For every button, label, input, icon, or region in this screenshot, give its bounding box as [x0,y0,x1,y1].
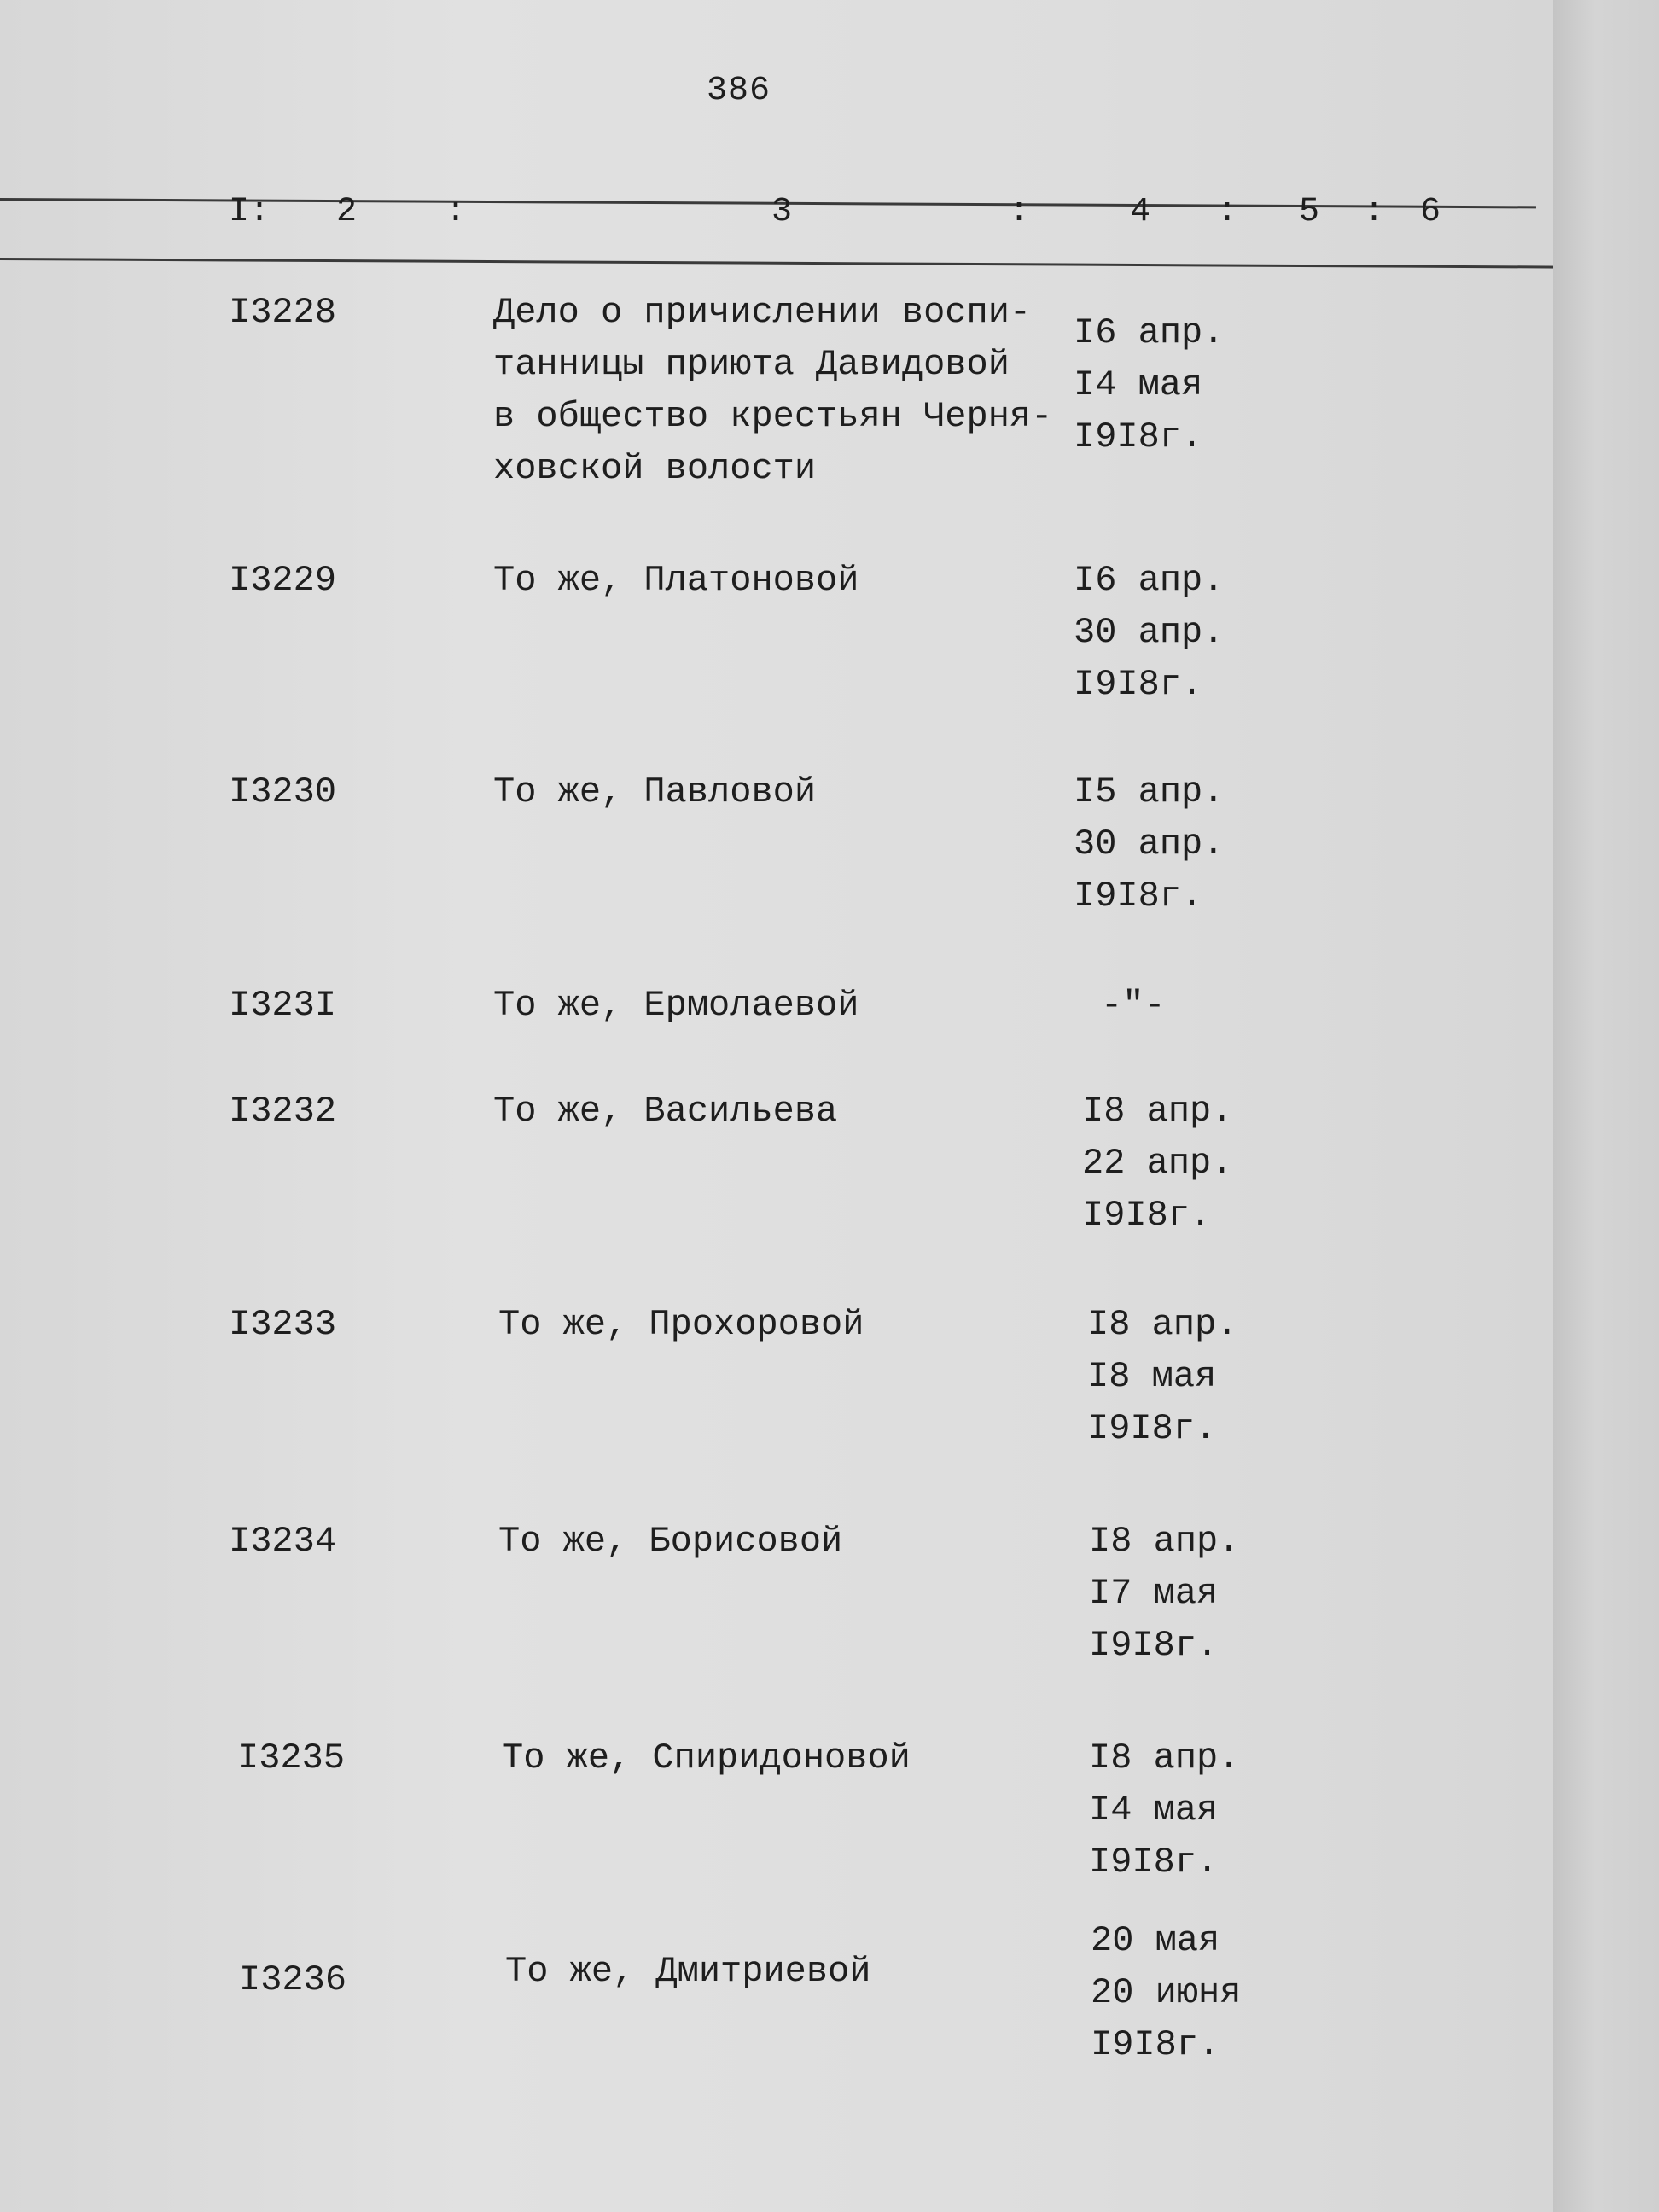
case-title [493,980,859,1032]
case-dates [1087,1299,1237,1455]
title-line: То же, Прохоровой [498,1304,864,1345]
date-line: I4 мая [1074,364,1203,405]
case-dates [1089,1732,1239,1889]
title-line: То же, Павловой [493,771,817,812]
date-line: I6 апр. [1074,312,1225,353]
case-number: I3235 [237,1738,346,1778]
page-edge [1553,0,1659,2212]
title-line: То же, Борисовой [498,1521,843,1562]
case-number: I3232 [229,1091,337,1132]
case-number: I3234 [229,1521,337,1562]
date-line: I9I8г. [1074,876,1203,917]
case-title [493,1086,837,1138]
title-line: ховской волости [493,448,817,489]
case-dates [1091,1915,1241,2071]
case-number: I323I [229,985,337,1026]
date-line: I8 апр. [1082,1091,1233,1132]
date-line: I9I8г. [1089,1842,1219,1883]
date-line: 22 апр. [1082,1143,1233,1184]
date-line: 20 мая [1091,1920,1220,1961]
date-line: -"- [1101,985,1166,1026]
title-line: Дело о причислении воспи- [493,292,1032,333]
date-line: I6 апр. [1074,560,1225,601]
title-line: То же, Ермолаевой [493,985,859,1026]
title-line: танницы приюта Давидовой [493,344,1010,385]
date-line: I8 апр. [1087,1304,1238,1345]
case-number: I3233 [229,1304,337,1345]
case-title [493,287,1052,495]
date-line: I8 апр. [1089,1521,1240,1562]
title-line: То же, Платоновой [493,560,859,601]
date-line: I9I8г. [1074,416,1203,457]
header-separator: : [445,193,467,231]
date-line: I8 мая [1087,1356,1217,1397]
header-separator: : [1217,193,1238,231]
case-number: I3228 [229,292,337,333]
date-line: I5 апр. [1074,771,1225,812]
header-bottom-rule [0,258,1562,269]
header-col-2: 2 [336,193,358,231]
case-dates [1101,980,1166,1032]
case-title [498,1299,864,1351]
page-number: 386 [707,72,771,110]
header-col-6: 6 [1420,193,1441,231]
date-line: I9I8г. [1082,1195,1212,1236]
title-line: в общество крестьян Черня- [493,396,1053,437]
case-number: I3229 [229,560,337,601]
case-dates [1074,555,1224,711]
date-line: 30 апр. [1074,824,1225,864]
date-line: 30 апр. [1074,612,1225,653]
case-number: I3230 [229,771,337,812]
date-line: I9I8г. [1087,1408,1217,1449]
header-separator: : [1009,193,1030,231]
header-col-5: 5 [1299,193,1320,231]
title-line: То же, Дмитриевой [505,1951,871,1992]
title-line: То же, Спиридоновой [502,1738,911,1778]
case-dates [1089,1516,1239,1672]
case-dates [1074,766,1224,923]
case-dates [1074,307,1224,463]
case-title [493,766,816,818]
case-title [502,1732,911,1784]
header-col-1: I: [229,193,271,231]
case-title [498,1516,842,1568]
header-col-3: 3 [771,193,793,231]
header-col-4: 4 [1130,193,1151,231]
date-line: I8 апр. [1089,1738,1240,1778]
case-dates [1082,1086,1232,1242]
case-number: I3236 [239,1959,347,2000]
case-title [505,1946,870,1998]
date-line: I4 мая [1089,1790,1219,1831]
date-line: I9I8г. [1091,2024,1220,2065]
case-title [493,555,859,607]
date-line: 20 июня [1091,1972,1242,2013]
date-line: I9I8г. [1074,664,1203,705]
date-line: I7 мая [1089,1573,1219,1614]
header-separator: : [1364,193,1385,231]
date-line: I9I8г. [1089,1625,1219,1666]
title-line: То же, Васильева [493,1091,838,1132]
